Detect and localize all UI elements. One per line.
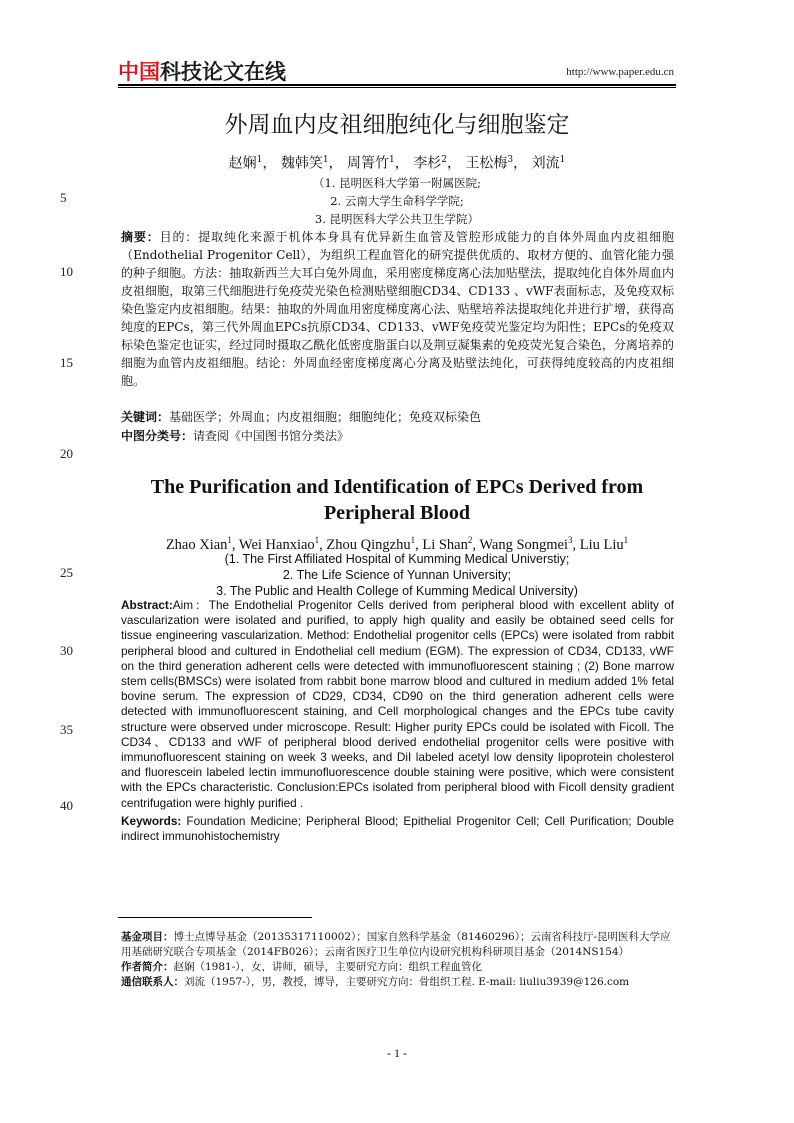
funding-note (121, 930, 674, 960)
author: 周箐竹 (347, 155, 390, 172)
author-sup: 3 (568, 535, 573, 545)
english-affiliation-1: (1. The First Affiliated Hospital of Kumming Medical Universtiy; (224, 552, 570, 566)
author: Li Shan (422, 536, 468, 553)
english-affiliation-2: 2. The Life Science of Yunnan University; (282, 568, 512, 582)
english-title-line-2: Peripheral Blood (323, 502, 471, 524)
author-sep: , (319, 536, 327, 553)
author: 李杉 (413, 155, 442, 172)
author-sep: , (572, 536, 580, 553)
author-sup: 1 (389, 155, 395, 165)
author: 王松梅 (465, 155, 508, 172)
abstract-label: Abstract: (121, 598, 173, 612)
author-sup: 2 (467, 535, 473, 545)
author-sup: 3 (507, 155, 514, 165)
line-number: 15 (60, 355, 73, 370)
author: Zhou Qingzhu (326, 536, 411, 553)
author: Liu Liu (579, 536, 624, 553)
keywords-text: Foundation Medicine; Peripheral Blood; Epithelial Progenitor Cell; Cell Purification; Double indirect immunohistochemistry (121, 814, 674, 844)
author-sep: ， (446, 155, 461, 172)
abstract-text: 目的：提取纯化来源于机体本身具有优异新生血管及管腔形成能力的自体外周血内皮祖细胞（Endothelial Progenitor Cell），为组织工程血管化的研究提供优质的、取材方便的、血管化能力强的种子细胞。方法：抽取新西兰大耳白兔外周血，采用密度梯度离心法加贴壁法，提取纯化自体外周血内皮祖细胞，取第三代细胞进行免疫荧光染色检测贴壁细胞CD34、CD133 、vWF表面标志，及免疫双标染色鉴定内皮祖细胞。结果：抽取的外周血用密度梯度离心法、贴壁培养法提取纯化并进行扩增，获得高纯度的EPCs，第三代外周血EPCs抗原CD34、CD133、vWF免疫荧光鉴定均为阳性；EPCs的免疫双标染色鉴定也证实，经过同时摄取乙酰化低密度脂蛋白以及荆豆凝集素的免疫荧光复合染色，分离培养的细胞为血管内皮祖细胞。结论：外周血经密度梯度离心分离及贴壁法纯化，可获得纯度较高的内皮祖细胞。 (121, 230, 674, 388)
english-affiliation-3: 3. The Public and Health College of Kumming Medical University) (216, 584, 578, 598)
contact-label: 通信联系人： (121, 976, 184, 988)
header-url: http://www.paper.edu.cn (566, 66, 674, 78)
line-number: 30 (60, 643, 73, 658)
line-number: 5 (60, 190, 67, 205)
logo-black-text: 科技论文在线 (160, 60, 286, 84)
author-sup: 1 (256, 155, 263, 165)
keywords-label: Keywords: (121, 814, 182, 828)
journal-logo (118, 60, 286, 84)
author: Zhao Xian (165, 536, 228, 553)
english-title (118, 474, 676, 526)
header-rule-thin (118, 87, 676, 88)
author-sep: , (415, 536, 423, 553)
author-sup: 1 (559, 155, 566, 165)
chinese-authors (118, 150, 676, 174)
header-rule (118, 84, 676, 86)
author-sup: 2 (441, 155, 447, 165)
author-sep: ， (394, 155, 409, 172)
author-sep: ， (328, 155, 343, 172)
english-keywords (121, 814, 674, 844)
author-bio-label: 作者简介： (121, 961, 174, 973)
contact-note (121, 975, 674, 990)
line-number: 40 (60, 798, 73, 813)
english-title-line-1: The Purification and Identification of EPCs Derived from (150, 476, 644, 498)
logo-red-text: 中国 (118, 60, 160, 84)
chinese-affiliation-2: 2. 云南大学生命科学学院; (330, 194, 464, 208)
chinese-keywords (121, 408, 674, 426)
chinese-affiliation-3: 3. 昆明医科大学公共卫生学院） (314, 212, 480, 226)
author: 赵娴 (228, 155, 257, 172)
author-sup: 1 (623, 535, 629, 545)
author-sep: , (231, 536, 239, 553)
author: Wei Hanxiao (238, 536, 315, 553)
abstract-text: Aim：The Endothelial Progenitor Cells derived from peripheral blood with excellent ablity of vascularization were isolated and purified, to apply high quality and easily be obtained seed cells for tissue engineering vascularization. Method: Endothelial progenitor cells (EPCs) were isolated from rabbit peripheral blood and cultured in Endothelial cell medium (EGM). The expression of CD34, CD133, vWF on the third generation adherent cells were detected with immunofluorescent staining ; (2) Bone marrow stem cells(BMSCs) were isolated from rabbit bone marrow blood and cultured in medium added 1% fetal bovine serum. The expression of CD29, CD34, CD90 on the third generation adherent cells were detected with immunofluorescent staining, and Cell morphological changes and the EPCs tube cavity structure were observed under microscope. Result: Higher purity EPCs could be isolated with Ficoll. The CD34、CD133 and vWF of peripheral blood derived endothelial progenitor cells were positive with immunofluorescent staining on week 3 weeks, and DiI labeled acetyl low density lipoprotein cholesterol and fluorescein labeled lectin immunofluorescence double staining were positive, which were consistent with the EPCs characteristic. Conclusion:EPCs isolated from peripheral blood with Ficoll density gradient centrifugation were highly purified . (121, 598, 674, 810)
line-number: 25 (60, 565, 73, 580)
author-sup: 1 (322, 155, 329, 165)
chinese-classification (121, 427, 674, 445)
line-number: 35 (60, 722, 73, 737)
contact-text: 刘流（1957-），男，教授，博导，主要研究方向：骨组织工程. E-mail: liuliu3939@126.com (184, 976, 630, 988)
keywords-text: 基础医学；外周血；内皮祖细胞；细胞纯化；免疫双标染色 (169, 410, 482, 424)
chinese-title: 外周血内皮祖细胞纯化与细胞鉴定 (224, 112, 570, 138)
author-sup: 1 (314, 535, 320, 545)
author-bio-text: 赵娴（1981-），女，讲师，硕导，主要研究方向：组织工程血管化 (173, 961, 483, 973)
classification-text: 请查阅《中国图书馆分类法》 (193, 429, 350, 443)
footnote-rule (118, 917, 312, 918)
author-sup: 1 (227, 535, 232, 545)
author: 魏韩笑 (280, 155, 323, 172)
english-abstract (121, 598, 674, 811)
line-number: 20 (60, 446, 73, 461)
author-sep: , (472, 536, 480, 553)
classification-label: 中图分类号： (121, 429, 194, 443)
author: Wang Songmei (479, 536, 569, 553)
line-number: 10 (60, 264, 73, 279)
funding-label: 基金项目： (121, 931, 174, 943)
author-sup: 1 (410, 535, 416, 545)
chinese-affiliation-1: （1. 昆明医科大学第一附属医院; (312, 176, 481, 190)
author-bio-note (121, 960, 674, 975)
page-number: - 1 - (387, 1046, 407, 1060)
chinese-abstract (121, 228, 674, 390)
keywords-label: 关键词： (121, 410, 170, 424)
abstract-label: 摘要： (121, 230, 160, 244)
author-sep: ， (513, 155, 528, 172)
author: 刘流 (531, 155, 560, 172)
author-sep: ， (262, 155, 277, 172)
funding-text: 博士点博导基金（20135317110002）；国家自然科学基金（81460296）；云南省科技厅-昆明医科大学应用基础研究联合专项基金（2014FB026）；云南省医疗卫生单位内设研究机构科研项目基金（2014NS154） (121, 931, 671, 958)
footnotes (121, 930, 674, 990)
